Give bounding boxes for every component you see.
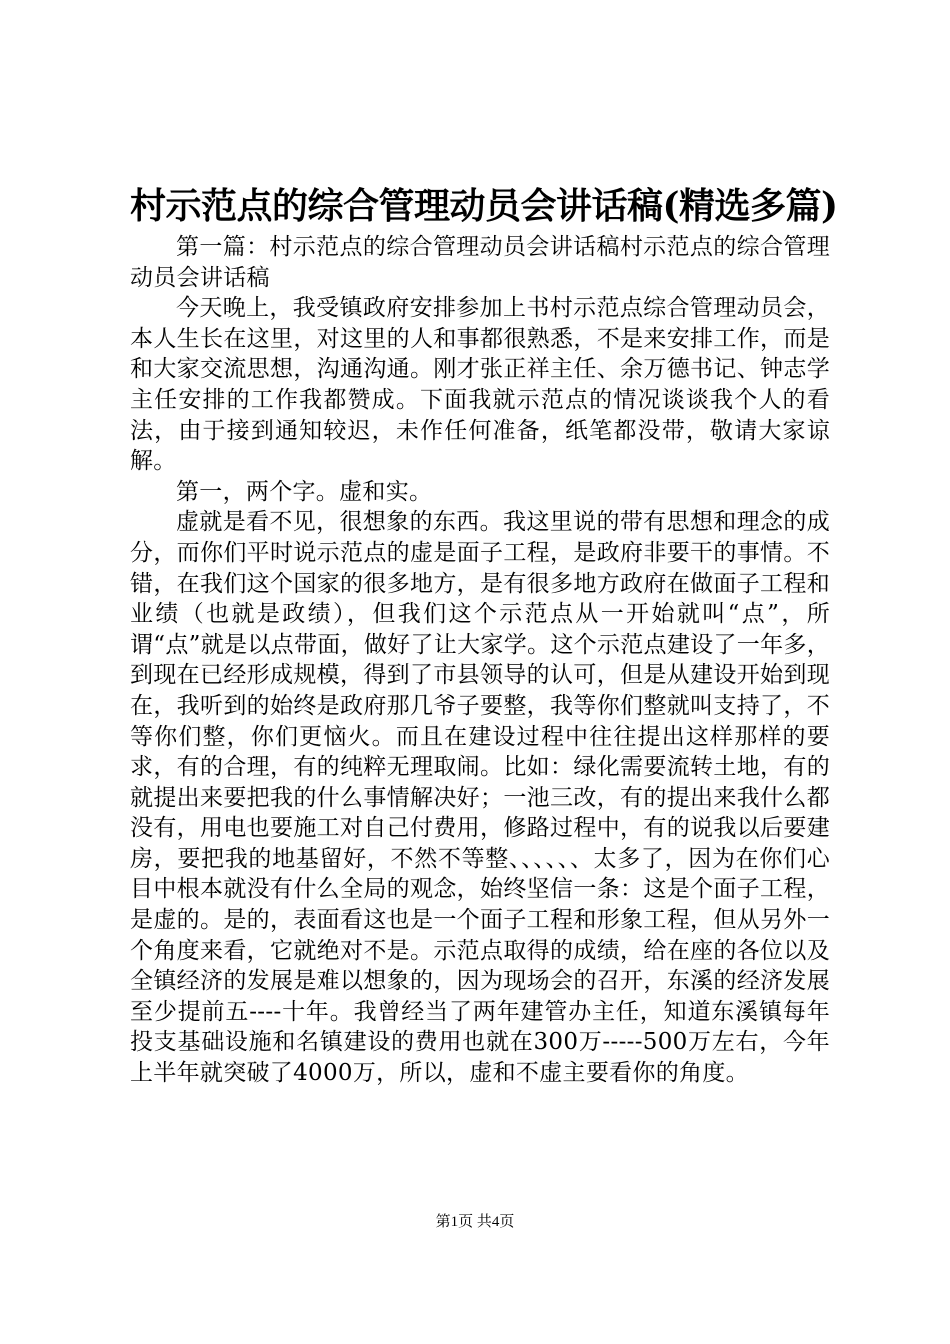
paragraph: 今天晚上，我受镇政府安排参加上书村示范点综合管理动员会，本人生长在这里，对这里的人和事都很熟悉，不是来安排工作，而是和大家交流思想，沟通沟通。刚才张正祥主任、余万德书记、钟志学主任安排的工作我都赞成。下面我就示范点的情况谈谈我个人的看法，由于接到通知较迟，未作任何准备，纸笔都没带，敬请大家谅解。 (130, 295, 830, 475)
document-body (130, 232, 830, 1089)
paragraph: 第一，两个字。虚和实。 (176, 478, 433, 505)
page-footer: 第1页 共4页 (435, 1214, 515, 1230)
paragraph: 虚就是看不见，很想象的东西。我这里说的带有思想和理念的成分，而你们平时说示范点的虚是面子工程，是政府非要干的事情。不错，在我们这个国家的很多地方，是有很多地方政府在做面子工程和业绩（也就是政绩），但我们这个示范点从一开始就叫“点”，所谓“点”就是以点带面，做好了让大家学。这个示范点建设了一年多，到现在已经形成规模，得到了市县领导的认可，但是从建设开始到现在，我听到的始终是政府那几爷子要整，我等你们整就叫支持了，不等你们整，你们更恼火。而且在建设过程中往往提出这样那样的要求，有的合理，有的纯粹无理取闹。比如：绿化需要流转土地，有的就提出来要把我的什么事情解决好；一池三改，有的提出来我什么都没有，用电也要施工对自己付费用，修路过程中，有的说我以后要建房，要把我的地基留好，不然不等整、、、、、、太多了，因为在你们心目中根本就没有什么全局的观念，始终坚信一条：这是个面子工程，是虚的。是的，表面看这也是一个面子工程和形象工程，但从另外一个角度来看，它就绝对不是。示范点取得的成绩，给在座的各位以及全镇经济的发展是难以想象的，因为现场会的召开，东溪的经济发展至少提前五----十年。我曾经当了两年建管办主任，知道东溪镇每年投支基础设施和名镇建设的费用也就在300万-----500万左右，今年上半年就突破了4000万，所以，虚和不虚主要看你的角度。 (130, 509, 830, 1087)
document-title: 村示范点的综合管理动员会讲话稿(精选多篇) (130, 185, 838, 227)
paragraph: 第一篇：村示范点的综合管理动员会讲话稿村示范点的综合管理动员会讲话稿 (130, 234, 830, 291)
